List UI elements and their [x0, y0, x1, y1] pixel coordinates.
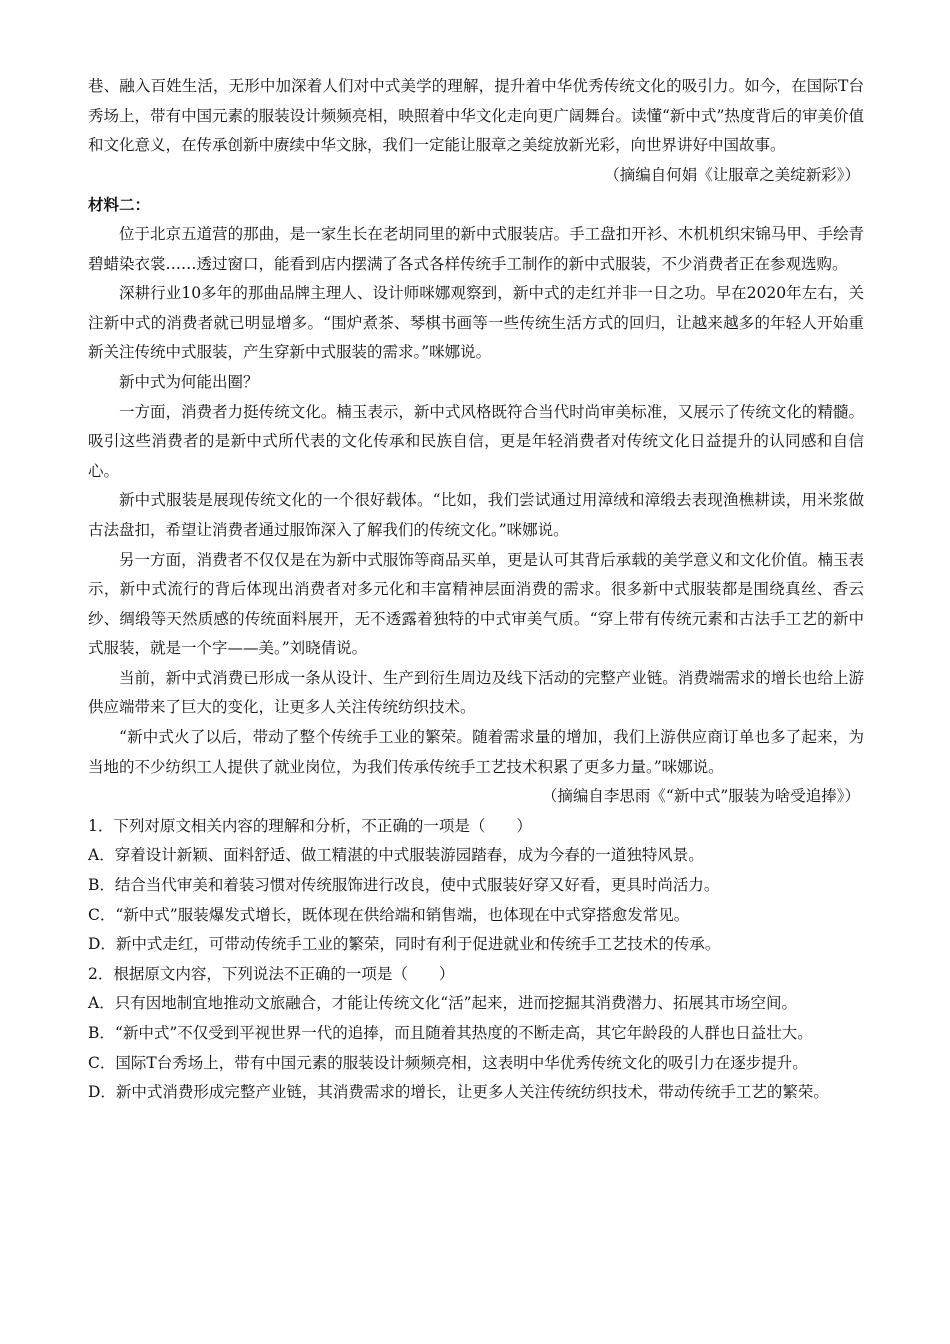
question-stem: 2．根据原文内容，下列说法不正确的一项是（ ）: [88, 964, 455, 983]
material2-source: （摘编自李思雨《“新中式”服装为啥受追捧》）: [541, 787, 860, 806]
option-b: B．“新中式”不仅受到平视世界一代的追捧，而且随着其热度的不断走高，其它年龄段的人群也日益壮大。: [88, 1024, 813, 1042]
question-2: [88, 960, 864, 1108]
material2-paragraph: 新中式为何能出圈？: [119, 372, 259, 391]
option-a: A．穿着设计新颖、面料舒适、做工精湛的中式服装游园踏春，成为今春的一道独特风景。: [88, 846, 704, 865]
material2-paragraph: 新中式服装是展现传统文化的一个很好载体。“比如，我们尝试通过用漳绒和漳缎去表现渔樵耕读，用米浆做古法盘扣，希望让消费者通过服饰深入了解我们的传统文化。”咪娜说。: [88, 491, 864, 539]
material2-paragraph: 当前，新中式消费已形成一条从设计、生产到衍生周边及线下活动的完整产业链。消费端需求的增长也给上游供应端带来了巨大的变化，让更多人关注传统纺织技术。: [88, 668, 864, 717]
material2-heading: 材料二：: [88, 195, 151, 215]
document-page: [88, 72, 864, 1108]
option-d: D．新中式消费形成完整产业链，其消费需求的增长，让更多人关注传统纺织技术，带动传统手工艺的繁荣。: [88, 1083, 829, 1102]
material1-paragraph-end: 巷、融入百姓生活，无形中加深着人们对中式美学的理解，提升着中华优秀传统文化的吸引力。如今，在国际T台秀场上，带有中国元素的服装设计频频亮相，映照着中华文化走向更广阔舞台。读懂“新中式”热度背后的审美价值和文化意义，在传承创新中赓续中华文脉，我们一定能让服章之美绽放新光彩，向世界讲好中国故事。: [88, 77, 864, 155]
option-c: C．“新中式”服装爆发式增长，既体现在供给端和销售端，也体现在中式穿搭愈发常见。: [88, 905, 690, 924]
option-a: A．只有因地制宜地推动文旅融合，才能让传统文化“活”起来，进而挖掘其消费潜力、拓展其市场空间。: [88, 994, 798, 1013]
material2-paragraph: 深耕行业10多年的那曲品牌主理人、设计师咪娜观察到，新中式的走红并非一日之功。早在2020年左右，关注新中式的消费者就已明显增多。“围炉煮茶、琴棋书画等一些传统生活方式的回归，让越来越多的年轻人开始重新关注传统中式服装，产生穿新中式服装的需求。”咪娜说。: [88, 284, 864, 362]
material2-paragraph: 位于北京五道营的那曲，是一家生长在老胡同里的新中式服装店。手工盘扣开衫、木机机织宋锦马甲、手绘青碧蜡染衣裳……透过窗口，能看到店内摆满了各式各样传统手工制作的新中式服装，不少消费者正在参观选购。: [88, 224, 864, 273]
material1-source: （摘编自何娟《让服章之美绽新彩》）: [604, 165, 860, 184]
material2-paragraph: “新中式火了以后，带动了整个传统手工业的繁荣。随着需求量的增加，我们上游供应商订单也多了起来，为当地的不少纺织工人提供了就业岗位，为我们传承传统手工艺技术积累了更多力量。”咪娜说。: [88, 728, 864, 776]
option-b: B．结合当代审美和着装习惯对传统服饰进行改良，使中式服装好穿又好看，更具时尚活力。: [88, 876, 720, 895]
question-stem: 1．下列对原文相关内容的理解和分析，不正确的一项是（ ）: [88, 816, 532, 835]
option-c: C．国际T台秀场上，带有中国元素的服装设计频频亮相，这表明中华优秀传统文化的吸引力在逐步提升。: [88, 1053, 808, 1072]
option-d: D．新中式走红，可带动传统手工业的繁荣，同时有利于促进就业和传统手工艺技术的传承。: [88, 935, 721, 954]
material2-paragraph: 另一方面，消费者不仅仅是在为新中式服饰等商品买单，更是认可其背后承载的美学意义和文化价值。楠玉表示，新中式流行的背后体现出消费者对多元化和丰富精神层面消费的需求。很多新中式服装都是围绕真丝、香云纱、绸缎等天然质感的传统面料展开，无不透露着独特的中式审美气质。“穿上带有传统元素和古法手工艺的新中式服装，就是一个字——美。”刘晓倩说。: [88, 550, 864, 658]
material2-paragraph: 一方面，消费者力挺传统文化。楠玉表示，新中式风格既符合当代时尚审美标准，又展示了传统文化的精髓。吸引这些消费者的是新中式所代表的文化传承和民族自信，更是年轻消费者对传统文化日益提升的认同感和自信心。: [88, 402, 864, 480]
question-1: [88, 812, 864, 960]
